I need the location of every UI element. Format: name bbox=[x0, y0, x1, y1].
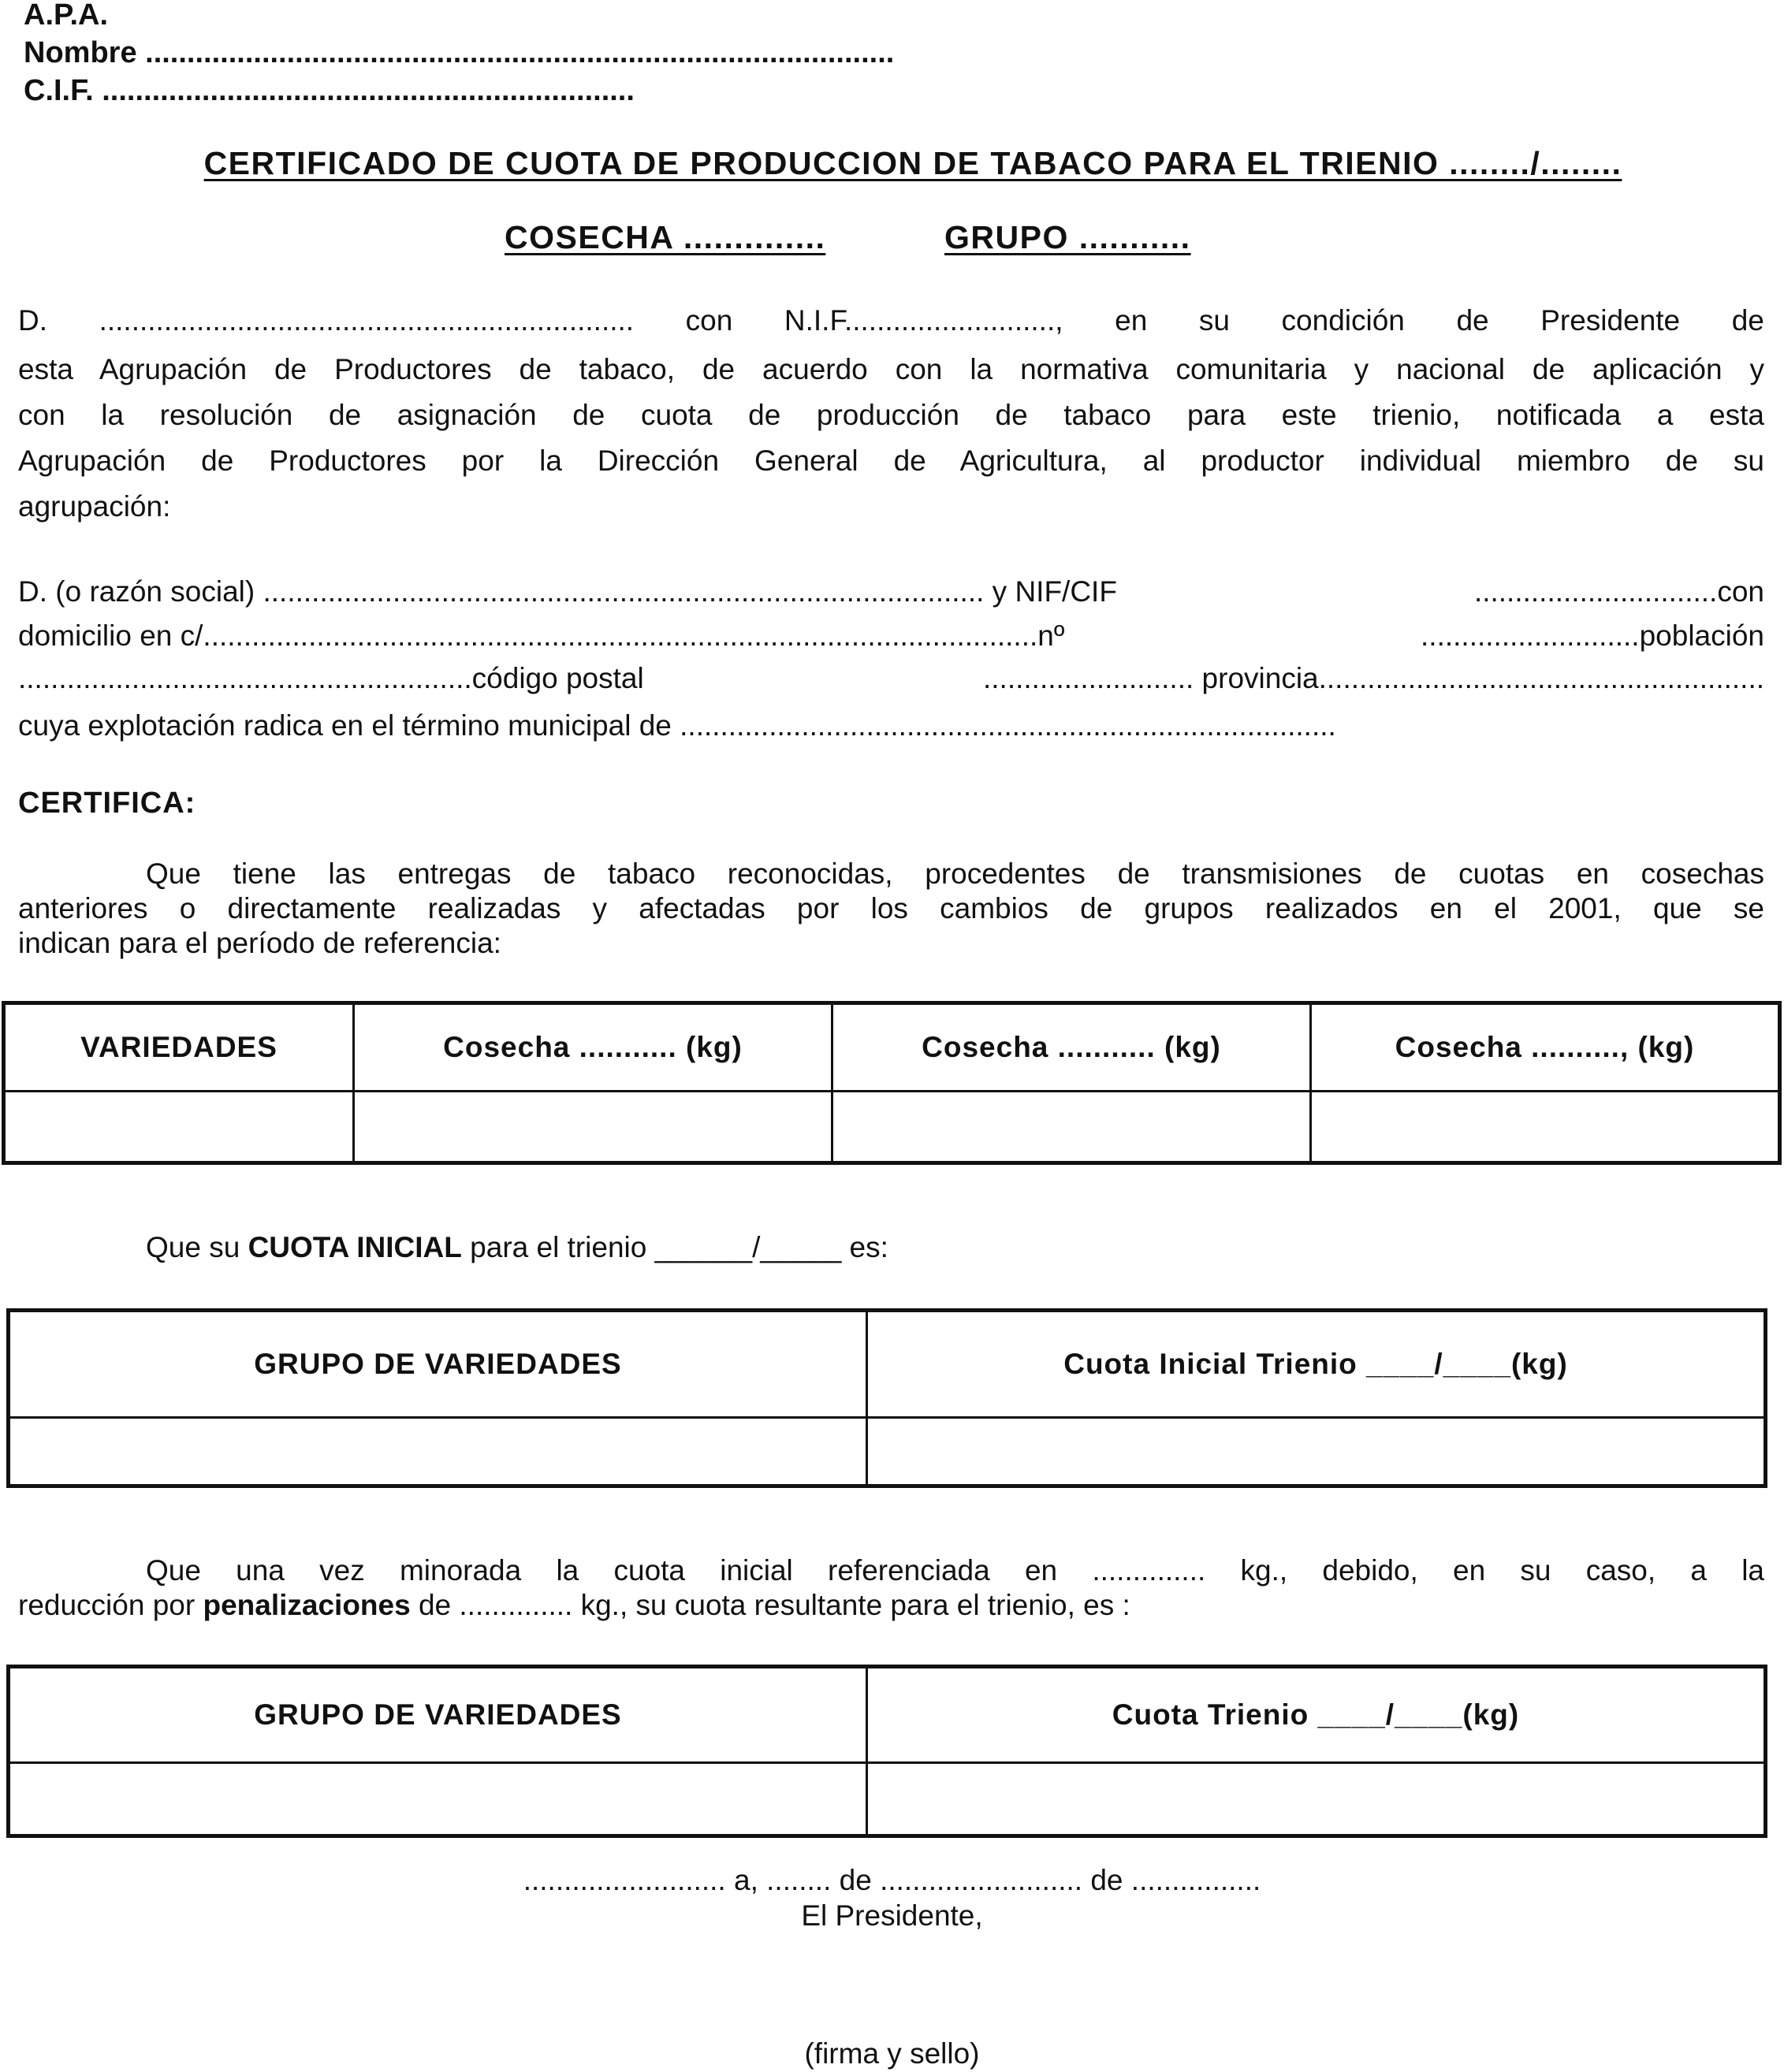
cuota-inicial-table bbox=[6, 1308, 1767, 1488]
table-cell-input[interactable] bbox=[1311, 1092, 1780, 1163]
intro-word: en bbox=[1115, 304, 1148, 337]
table-header-row bbox=[9, 1311, 1766, 1418]
para2-line-1: Que una vez minorada la cuota inicial referenciada en .............. kg., debido, en su caso, a la bbox=[146, 1554, 1764, 1587]
intro-dotted-name[interactable]: .................................................................. bbox=[99, 304, 635, 337]
cuota-inicial-suffix[interactable]: para el trienio ______/_____ es: bbox=[461, 1231, 888, 1263]
intro-line-5: agrupación: bbox=[18, 490, 171, 523]
producer-line-2 bbox=[18, 619, 1764, 653]
intro-word: su bbox=[1198, 304, 1230, 337]
intro-line-1 bbox=[18, 304, 1764, 337]
cuota-inicial-sentence bbox=[146, 1231, 888, 1264]
table-row bbox=[9, 1763, 1766, 1836]
table-header-row bbox=[4, 1003, 1780, 1092]
intro-word: de bbox=[1731, 304, 1764, 337]
intro-line-4: Agrupación de Productores por la Dirección General de Agricultura, al productor individual miembro de su bbox=[18, 445, 1764, 477]
domicilio-field[interactable]: domicilio en c/.......................................................................................................nº bbox=[18, 619, 1065, 652]
table-row bbox=[9, 1418, 1766, 1486]
table-cell-input[interactable] bbox=[9, 1418, 867, 1486]
penalizaciones-bold: penalizaciones bbox=[203, 1589, 411, 1621]
table-header-cell: Cosecha ........... (kg) bbox=[832, 1003, 1311, 1092]
table-header-row bbox=[9, 1667, 1766, 1763]
provincia-field[interactable]: .......................... provincia....................................................... bbox=[982, 662, 1764, 694]
table-header-cell: VARIEDADES bbox=[4, 1003, 354, 1092]
nombre-field[interactable]: Nombre .......................................................................................... bbox=[24, 36, 895, 69]
president-label: El Presidente, bbox=[801, 1899, 983, 1932]
table-cell-input[interactable] bbox=[867, 1763, 1766, 1836]
grupo-field[interactable] bbox=[944, 219, 1191, 256]
apa-label: A.P.A. bbox=[24, 0, 109, 32]
para1-line-3: indican para el período de referencia: bbox=[18, 927, 501, 959]
table-header-cell: Cuota Trienio ____/____(kg) bbox=[867, 1667, 1766, 1763]
intro-line-3: con la resolución de asignación de cuota de producción de tabaco para este trienio, notificada a esta bbox=[18, 399, 1764, 431]
table-cell-input[interactable] bbox=[867, 1418, 1766, 1486]
intro-word: D. bbox=[18, 304, 47, 337]
table-header-cell: Cuota Inicial Trienio ____/____(kg) bbox=[867, 1311, 1766, 1418]
table-header-cell: GRUPO DE VARIEDADES bbox=[9, 1667, 867, 1763]
cosecha-field[interactable] bbox=[505, 219, 825, 256]
para2-prefix: reducción por bbox=[18, 1589, 203, 1621]
table-cell-input[interactable] bbox=[4, 1092, 354, 1163]
codigo-postal-field[interactable]: ........................................................código postal bbox=[18, 662, 644, 694]
document-title: CERTIFICADO DE CUOTA DE PRODUCCION DE TABACO PARA EL TRIENIO ......../........ bbox=[203, 145, 1622, 181]
intro-word: condición bbox=[1281, 304, 1405, 337]
table-cell-input[interactable] bbox=[832, 1092, 1311, 1163]
place-date-field[interactable]: ......................... a, ........ de ......................... de ................ bbox=[523, 1864, 1261, 1896]
intro-word: de bbox=[1456, 304, 1489, 337]
cuota-trienio-table bbox=[6, 1665, 1767, 1838]
table-header-cell: Cosecha .........., (kg) bbox=[1311, 1003, 1780, 1092]
signature-label: (firma y sello) bbox=[804, 2037, 980, 2070]
cosecha-label: COSECHA .............. bbox=[505, 219, 826, 255]
para2-line-2 bbox=[18, 1589, 1130, 1622]
intro-nif-field[interactable]: N.I.F.........................., bbox=[784, 304, 1063, 337]
table-header-cell: Cosecha ........... (kg) bbox=[354, 1003, 832, 1092]
cif-field[interactable]: C.I.F. ................................................................ bbox=[24, 74, 635, 107]
razon-social-field[interactable]: D. (o razón social) ......................................................................................... y NIF/CIF bbox=[18, 575, 1117, 608]
para2-suffix[interactable]: de .............. kg., su cuota resultante para el trienio, es : bbox=[410, 1589, 1130, 1621]
para1-line-1: Que tiene las entregas de tabaco reconocidas, procedentes de transmisiones de cuotas en cosechas bbox=[146, 857, 1764, 890]
nif-cif-field[interactable]: ..............................con bbox=[1473, 575, 1764, 608]
grupo-label: GRUPO ........... bbox=[944, 219, 1191, 255]
municipio-field[interactable]: cuya explotación radica en el término municipal de ................................................................................. bbox=[18, 709, 1336, 742]
poblacion-field[interactable]: ...........................población bbox=[1421, 619, 1764, 652]
para1-line-2: anteriores o directamente realizadas y afectadas por los cambios de grupos realizados en el 2001, que se bbox=[18, 892, 1764, 924]
cuota-inicial-prefix: Que su bbox=[146, 1231, 248, 1263]
table-row bbox=[4, 1092, 1780, 1163]
table-cell-input[interactable] bbox=[354, 1092, 832, 1163]
intro-line-2: esta Agrupación de Productores de tabaco, de acuerdo con la normativa comunitaria y nacional de aplicación y bbox=[18, 353, 1764, 385]
producer-line-3 bbox=[18, 662, 1764, 695]
certifica-label: CERTIFICA: bbox=[18, 787, 196, 820]
table-cell-input[interactable] bbox=[9, 1763, 867, 1836]
table-header-cell: GRUPO DE VARIEDADES bbox=[9, 1311, 867, 1418]
cuota-inicial-bold: CUOTA INICIAL bbox=[248, 1231, 462, 1263]
producer-line-1 bbox=[18, 575, 1764, 608]
varieties-table bbox=[2, 1001, 1782, 1165]
intro-word: Presidente bbox=[1540, 304, 1681, 337]
intro-word: con bbox=[685, 304, 733, 337]
